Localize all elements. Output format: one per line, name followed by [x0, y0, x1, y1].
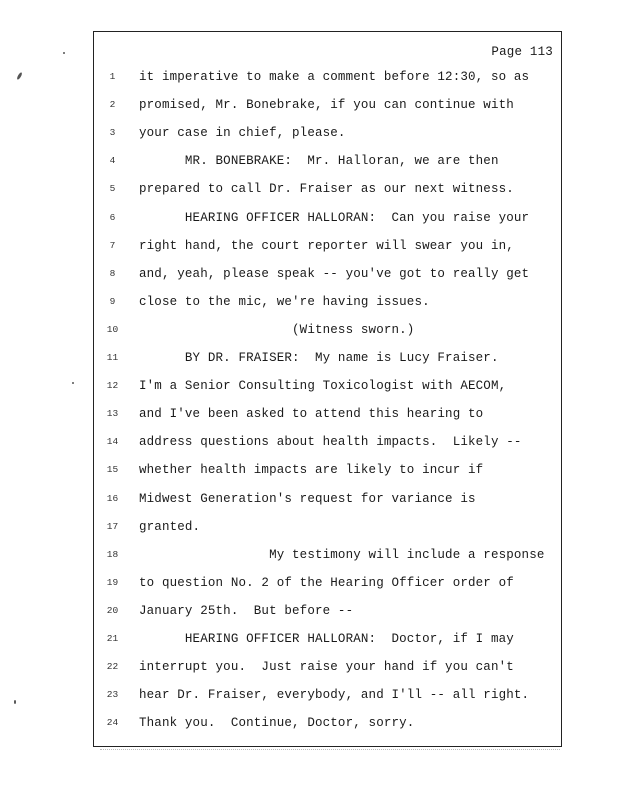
line-text: right hand, the court reporter will swear you in, [139, 238, 514, 253]
transcript-line [94, 460, 561, 488]
transcript-line [94, 292, 561, 320]
line-text: BY DR. FRAISER: My name is Lucy Fraiser. [139, 351, 499, 365]
transcript-line [94, 713, 561, 741]
transcript-line [94, 123, 561, 151]
line-number: 6 [109, 211, 116, 223]
line-number: 21 [106, 633, 119, 644]
line-number: 24 [106, 717, 119, 729]
line-number: 20 [106, 604, 119, 616]
transcript-line [94, 489, 561, 517]
line-text: January 25th. But before -- [139, 603, 354, 618]
line-text: hear Dr. Fraiser, everybody, and I'll -- all right. [139, 688, 530, 703]
line-number: 22 [106, 661, 119, 673]
transcript-line [94, 629, 561, 657]
line-text: and, yeah, please speak -- you've got to really get [139, 266, 530, 281]
scan-speck [16, 72, 23, 80]
line-number: 7 [109, 239, 116, 251]
line-text: and I've been asked to attend this hearing to [139, 407, 484, 422]
transcript-line [94, 404, 561, 432]
line-number: 1 [109, 71, 116, 82]
transcript-line [94, 432, 561, 460]
transcript-line [94, 320, 561, 348]
transcript-page [93, 31, 562, 747]
line-text: I'm a Senior Consulting Toxicologist with AECOM, [139, 379, 507, 394]
line-text: prepared to call Dr. Fraiser as our next witness. [139, 182, 514, 197]
line-number: 5 [109, 183, 116, 195]
transcript-line [94, 208, 561, 236]
line-number: 13 [106, 408, 119, 420]
scan-speck [63, 52, 65, 54]
line-text: (Witness sworn.) [139, 322, 415, 337]
line-number: 16 [106, 492, 119, 504]
line-text: Midwest Generation's request for variance is [139, 491, 476, 506]
scan-speck [72, 382, 74, 384]
page-number: Page 113 [491, 45, 553, 59]
line-number: 9 [109, 295, 116, 307]
transcript-line [94, 545, 561, 573]
transcript-line [94, 517, 561, 545]
line-text: granted. [139, 519, 201, 534]
transcript-line [94, 601, 561, 629]
line-text: MR. BONEBRAKE: Mr. Halloran, we are then [139, 154, 499, 169]
line-text: your case in chief, please. [139, 126, 346, 141]
line-number: 4 [109, 155, 116, 167]
transcript-line [94, 376, 561, 404]
line-text: HEARING OFFICER HALLORAN: Can you raise your [139, 210, 530, 225]
transcript-line [94, 67, 561, 95]
line-number: 14 [106, 436, 119, 448]
line-number: 8 [109, 267, 116, 279]
transcript-line [94, 95, 561, 123]
line-text: to question No. 2 of the Hearing Officer order of [139, 575, 514, 590]
line-number: 11 [106, 352, 119, 363]
line-text: Thank you. Continue, Doctor, sorry. [139, 716, 415, 731]
line-number: 18 [106, 548, 119, 560]
transcript-line [94, 573, 561, 601]
transcript-line [94, 657, 561, 685]
line-text: close to the mic, we're having issues. [139, 294, 430, 309]
line-text: interrupt you. Just raise your hand if you can't [139, 660, 514, 675]
line-text: it imperative to make a comment before 12:30, so as [139, 70, 530, 84]
line-number: 19 [106, 576, 119, 588]
transcript-line [94, 348, 561, 376]
line-number: 17 [106, 520, 119, 532]
transcript-line [94, 236, 561, 264]
transcript-line [94, 179, 561, 207]
line-text: HEARING OFFICER HALLORAN: Doctor, if I may [139, 632, 514, 646]
transcript-line [94, 685, 561, 713]
transcript-line [94, 151, 561, 179]
scan-speck [14, 700, 16, 704]
transcript-line [94, 264, 561, 292]
line-number: 15 [106, 464, 119, 476]
line-text: promised, Mr. Bonebrake, if you can continue with [139, 98, 514, 113]
line-text: My testimony will include a response [139, 547, 545, 562]
line-text: whether health impacts are likely to incur if [139, 463, 484, 478]
line-number: 2 [109, 99, 116, 111]
scan-noise-line [100, 749, 560, 751]
line-number: 23 [106, 689, 119, 701]
line-number: 3 [109, 127, 116, 139]
line-number: 12 [106, 380, 119, 392]
line-text: address questions about health impacts. Likely -- [139, 435, 522, 450]
line-number: 10 [106, 323, 119, 335]
